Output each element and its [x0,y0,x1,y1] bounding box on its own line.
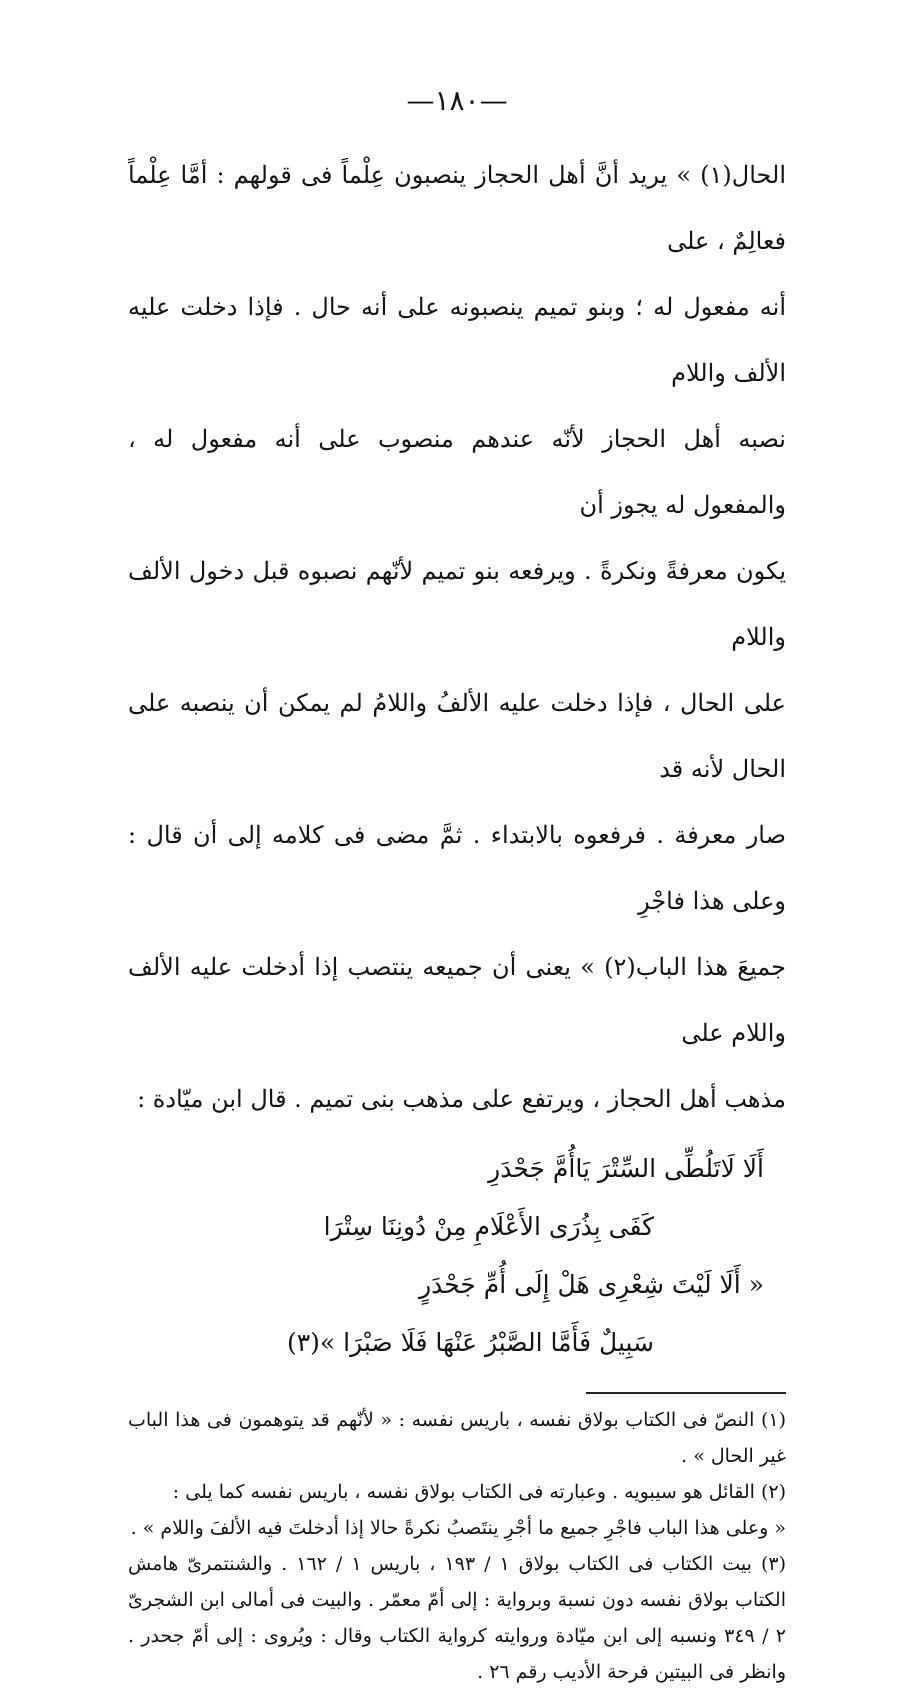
footnote-divider [586,1392,786,1394]
verse-line: أَلَا لَاتَلُطِّى السِّتْرَ يَاأُمَّ جَحْدَرِ [488,1154,764,1183]
paragraph-line: على الحال ، فإذا دخلت عليه الألفُ واللامُ لم يمكن أن ينصبه على الحال لأنه قد [128,689,786,783]
paragraph-line: مذهب أهل الحجاز ، ويرتفع على مذهب بنى تميم . قال ابن ميّادة : [137,1085,786,1113]
footnotes [128,1402,786,1690]
paragraph-line: نصبه أهل الحجاز لأنّه عندهم منصوب على أنه مفعول له ، والمفعول له يجوز أن [128,425,786,519]
paragraph-line: الحال(١) » يريد أنَّ أهل الحجاز ينصبون عِلْماً فى قولهم : أمَّا عِلْماً فعالِمٌ ، على [128,161,786,255]
footnote-1: (١) النصّ فى الكتاب بولاق نفسه ، باريس نفسه : « لأنّهم قد يتوهمون فى هذا الباب غير الحال » . [128,1409,786,1467]
poem-verses [128,1140,786,1372]
paragraph-line: صار معرفة . فرفعوه بالابتداء . ثمَّ مضى فى كلامه إلى أن قال : وعلى هذا فاجْرِ [128,821,786,915]
verse-line: « أَلَا لَيْتَ شِعْرِى هَلْ إِلَى أُمِّ جَحْدَرٍ [419,1270,764,1299]
main-paragraph [128,142,786,1132]
paragraph-line: جميعَ هذا الباب(٢) » يعنى أن جميعه ينتصب إذا أدخلت عليه الألف واللام على [128,953,786,1047]
paragraph-line: يكون معرفةً ونكرةً . ويرفعه بنو تميم لأنّهم نصبوه قبل دخول الألف واللام [128,557,786,651]
verse-line: كَفَى بِذُرَى الأَعْلَامِ مِنْ دُونِنَا سِتْرَا [323,1212,654,1241]
verse-line: سَبِيلٌ فَأَمَّا الصَّبْرُ عَنْهَا فَلَا صَبْرَا »(٣) [286,1328,654,1357]
paragraph-line: أنه مفعول له ؛ وبنو تميم ينصبونه على أنه حال . فإذا دخلت عليه الألف واللام [128,293,786,387]
footnote-3: (٣) بيت الكتاب فى الكتاب بولاق ١ / ١٩٣ ، باريس ١ / ١٦٢ . والشنتمرىّ هامش الكتاب بولاق نفسه دون نسبة وبرواية : إلى أمّ معمّر . والبيت فى أمالى ابن الشجرىّ ٢ / ٣٤٩ ونسبه إلى ابن ميّادة وروايته كرواية الكتاب وقال : ويُروى : إلى أمّ جحدر . وانظر فى البيتين فرحة الأديب رقم ٢٦ . [128,1553,787,1683]
footnote-2-quote: « وعلى هذا الباب فاجْرِ جميع ما أجْرِ ينتَصبُ نكرةً حالا إذا أدخلتَ فيه الألفَ واللام » . [130,1517,786,1539]
footnote-2: (٢) القائل هو سيبويه . وعبارته فى الكتاب بولاق نفسه ، باريس نفسه كما يلى : [172,1481,786,1503]
page-number: —١٨٠— [406,84,508,117]
